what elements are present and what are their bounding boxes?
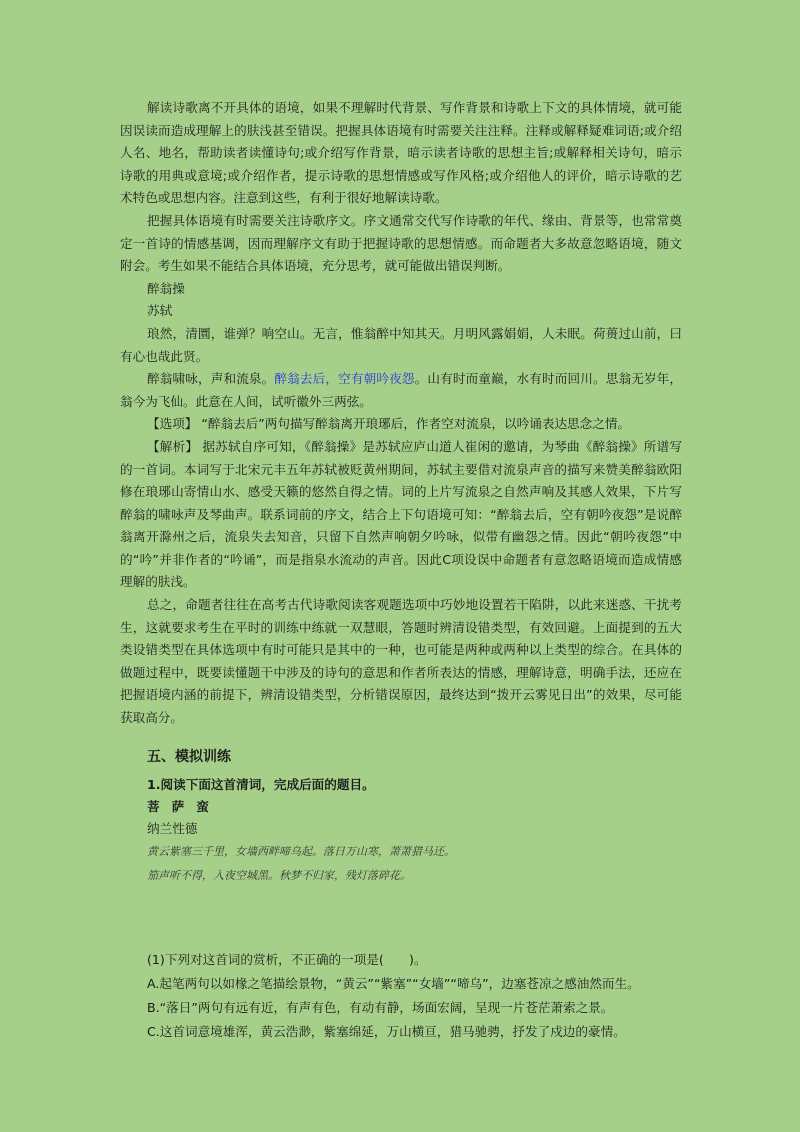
highlighted-phrase: 醉翁去后，空有朝吟夜怨	[274, 371, 415, 387]
paragraph-preface: 把握具体语境有时需要关注诗歌序文。序文通常交代写作诗歌的年代、缘由、背景等，也常常奠定一首诗的情感基调，因而理解序文有助于把握诗歌的思想情感。而命题者大多故意忽略语境，随文附会。考生如果不能结合具体语境，充分思考，就可能做出错误判断。	[120, 212, 682, 274]
paragraph-context: 解读诗歌离不开具体的语境，如果不理解时代背景、写作背景和诗歌上下文的具体情境，就可能因误读而造成理解上的肤浅甚至错误。把握具体语境有时需要关注注释。注释或解释疑难词语;或介绍人名、地名，帮助读者读懂诗句;或介绍写作背景，暗示读者诗歌的思想主旨;或解释相关诗句，暗示诗歌的用典或意境;或介绍作者，提示诗歌的思想情感或写作风格;或介绍他人的评价，暗示诗歌的艺术特色或思想内容。注意到这些，有利于很好地解读诗歌。	[120, 100, 682, 206]
poem-author: 苏轼	[147, 303, 173, 319]
poem-stanza-1: 琅然，清圜，谁弹？响空山。无言，惟翁醉中知其天。月明风露娟娟，人未眠。荷蒉过山前，曰有心也哉此贤。	[120, 325, 682, 364]
poem-stanza-2-end: 。山有时而童巅，水有时而回川。思翁无岁年，翁今为飞仙。此意在人间，试听徽外三两弦。	[120, 371, 683, 409]
exercise-poem-name: 菩萨蛮	[147, 798, 221, 814]
blank-space	[120, 888, 682, 948]
option-a: A.起笔两句以如椽之笔描绘景物，“黄云”“紫塞”“女墙”“啼乌”，边塞苍凉之感油然而生。	[147, 975, 640, 991]
section-heading: 五、模拟训练	[147, 748, 231, 765]
question-title: 1.阅读下面这首清词，完成后面的题目。	[147, 776, 375, 792]
option-b: B.“落日”两句有远有近，有声有色，有动有静，场面宏阔，呈现一片苍茫萧索之景。	[147, 999, 614, 1015]
option-c: C.这首词意境雄浑，黄云浩渺，紫塞绵延，万山横亘，猎马驰骋，抒发了戍边的豪情。	[147, 1023, 626, 1039]
poem-title: 醉翁操	[147, 280, 185, 296]
summary-paragraph: 总之，命题者往往在高考古代诗歌阅读客观题选项中巧妙地设置若干陷阱，以此来迷惑、干扰考生，这就要求考生在平时的训练中练就一双慧眼，答题时辨清设错类型，有效回避。上面提到的五大类设错类型在具体选项中有时可能只是其中的一种，也可能是两种或两种以上类型的综合。在具体的做题过程中，既要读懂题干中涉及的诗句的意思和作者所表达的情感，理解诗意，明确手法，还应在把握语境内涵的前提下，辨清设错类型，分析错误原因，最终达到“拨开云雾见日出”的效果，尽可能获取高分。	[120, 597, 682, 726]
poem-stanza-2	[120, 368, 682, 413]
exercise-poem-line-1: 黄云紫塞三千里，女墙西畔啼乌起。落日万山寒，萧萧猎马还。	[147, 844, 455, 858]
option-note: 【选项】 “醉翁去后”两句描写醉翁离开琅琊后，作者空对流泉，以吟诵表达思念之情。	[147, 416, 631, 432]
question-1: (1)下列对这首词的赏析，不正确的一项是( )。	[147, 951, 427, 967]
exercise-poem-author: 纳兰性德	[147, 820, 198, 836]
poem-stanza-2-start: 醉翁啸咏，声和流泉。	[147, 371, 275, 387]
analysis-note: 【解析】 据苏轼自序可知，《醉翁操》是苏轼应庐山道人崔闲的邀请，为琴曲《醉翁操》所谱写的一首词。本词写于北宋元丰五年苏轼被贬黄州期间，苏轼主要借对流泉声音的描写来赞美醉翁欧阳修在琅琊山寄情山水、感受天籁的悠然自得之情。词的上片写流泉之自然声响及其感人效果，下片写醉翁的啸咏声及琴曲声。联系词前的序文，结合上下句语境可知：“醉翁去后，空有朝吟夜怨”是说醉翁离开滁州之后，流泉失去知音，只留下自然声响朝夕吟咏，似带有幽怨之情。因此“朝吟夜怨”中的“吟”并非作者的“吟诵”，而是指泉水流动的声音。因此C项设误中命题者有意忽略语境而造成情感理解的肤浅。	[120, 438, 682, 590]
exercise-poem-line-2: 笳声听不得，入夜空城黑。秋梦不归家，残灯落碎花。	[147, 868, 411, 882]
